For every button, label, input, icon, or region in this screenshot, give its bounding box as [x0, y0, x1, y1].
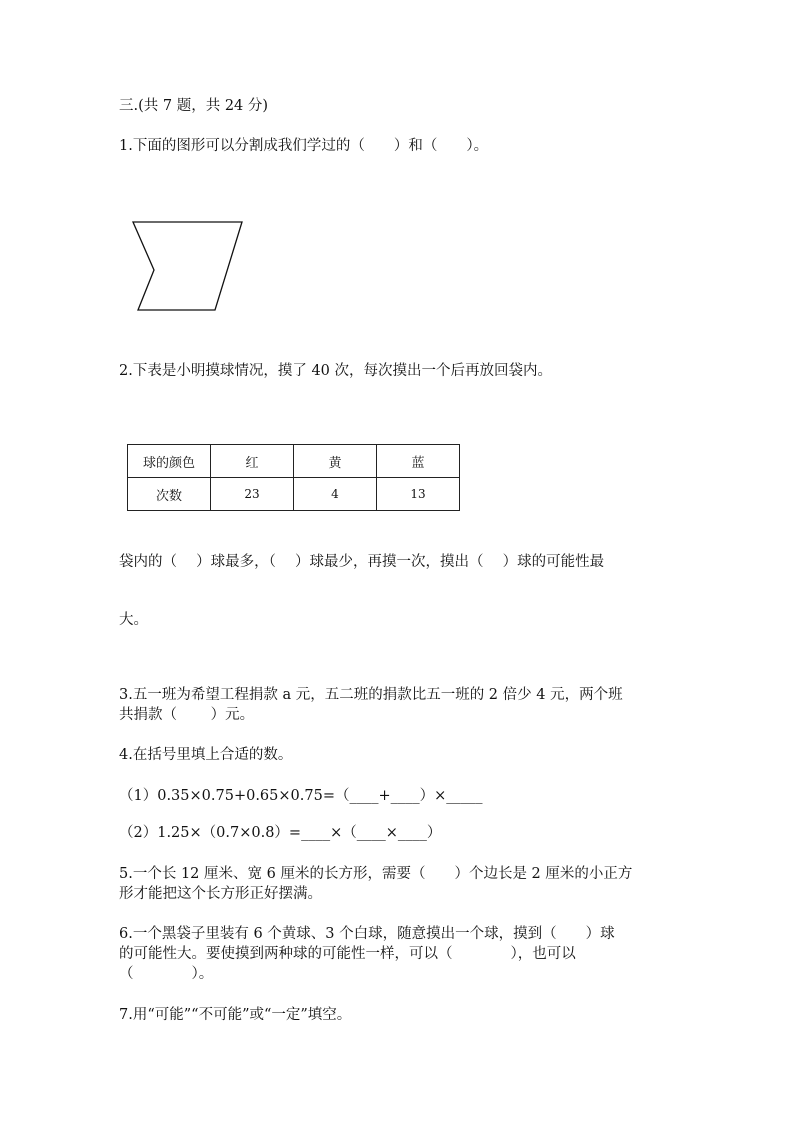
pentagon-shape-figure — [128, 216, 248, 316]
table-header-cell: 蓝 — [377, 445, 460, 478]
section-title: 三.(共 7 题，共 24 分) — [119, 98, 269, 114]
ball-count-table — [127, 444, 460, 511]
table-cell: 次数 — [128, 478, 211, 511]
question-4-sub-2: （2）1.25×（0.7×0.8）=____×（____×____） — [119, 825, 442, 841]
question-3-line-1: 3.五一班为希望工程捐款 a 元，五二班的捐款比五一班的 2 倍少 4 元，两个班 — [119, 687, 623, 703]
question-2: 2.下表是小明摸球情况，摸了 40 次，每次摸出一个后再放回袋内。 — [119, 363, 553, 379]
question-3-line-2: 共捐款（ ）元。 — [119, 707, 255, 723]
question-5-line-1: 5.一个长 12 厘米、宽 6 厘米的长方形，需要（ ）个边长是 2 厘米的小正方 — [119, 866, 633, 882]
question-1: 1.下面的图形可以分割成我们学过的（ ）和（ ）。 — [119, 138, 489, 154]
question-4: 4.在括号里填上合适的数。 — [119, 747, 293, 763]
question-6-line-3: （ ）。 — [119, 966, 214, 982]
table-header-cell: 黄 — [294, 445, 377, 478]
question-2-followup: 袋内的（ ）球最多，（ ）球最少，再摸一次，摸出（ ）球的可能性最 — [119, 554, 605, 570]
table-row — [128, 445, 460, 478]
table-cell: 23 — [211, 478, 294, 511]
question-5-line-2: 形才能把这个长方形正好摆满。 — [119, 886, 322, 902]
table-header-cell: 球的颜色 — [128, 445, 211, 478]
question-7: 7.用“可能”“不可能”或“一定”填空。 — [119, 1007, 352, 1023]
table-cell: 13 — [377, 478, 460, 511]
table-row — [128, 478, 460, 511]
question-6-line-2: 的可能性大。要使摸到两种球的可能性一样，可以（ ），也可以 — [119, 946, 576, 962]
table-header-cell: 红 — [211, 445, 294, 478]
question-2-followup-end: 大。 — [119, 612, 148, 628]
question-4-sub-1: （1）0.35×0.75+0.65×0.75=（____+____）×_____ — [119, 788, 483, 804]
table-cell: 4 — [294, 478, 377, 511]
question-6-line-1: 6.一个黑袋子里装有 6 个黄球、3 个白球，随意摸出一个球，摸到（ ）球 — [119, 926, 615, 942]
